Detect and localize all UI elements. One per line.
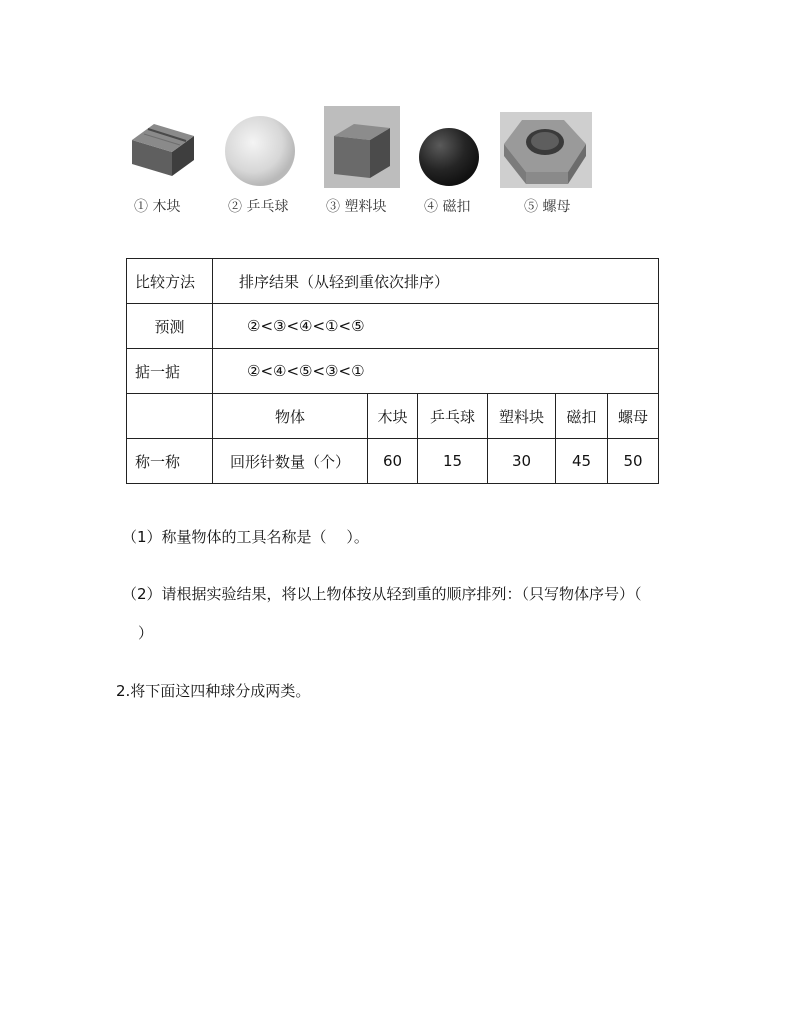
hex-nut-icon <box>500 112 592 188</box>
table-row <box>127 439 659 484</box>
question-heading-2: 2.将下面这四种球分成两类。 <box>116 682 311 700</box>
clip-count-cell: 15 <box>418 439 488 484</box>
question-2-line-1: （2）请根据实验结果，将以上物体按从轻到重的顺序排列：（只写物体序号）（ <box>122 585 642 603</box>
clip-count-label: 回形针数量（个） <box>213 439 368 484</box>
table-row <box>127 394 659 439</box>
clip-count-cell: 50 <box>608 439 659 484</box>
header-result: 排序结果（从轻到重依次排序） <box>213 259 659 304</box>
object-label-2: ② 乒乓球 <box>228 199 289 215</box>
empty-cell <box>127 394 213 439</box>
object-name-cell: 螺母 <box>608 394 659 439</box>
clip-count-cell: 45 <box>556 439 608 484</box>
table-row <box>127 259 659 304</box>
clip-count-cell: 60 <box>368 439 418 484</box>
row-label-predict: 预测 <box>127 304 213 349</box>
weigh-by-hand-order: ②<④<⑤<③<① <box>213 349 659 394</box>
object-label-1: ① 木块 <box>134 199 181 215</box>
object-name-cell: 乒乓球 <box>418 394 488 439</box>
object-label-3: ③ 塑料块 <box>326 199 387 215</box>
wood-block-icon <box>126 110 198 180</box>
header-method: 比较方法 <box>127 259 213 304</box>
object-label-5: ⑤ 螺母 <box>524 199 571 215</box>
object-photos <box>120 100 600 230</box>
object-label-4: ④ 磁扣 <box>424 199 471 215</box>
subheader-object: 物体 <box>213 394 368 439</box>
table-row <box>127 349 659 394</box>
row-label-scale: 称一称 <box>127 439 213 484</box>
object-name-cell: 塑料块 <box>488 394 556 439</box>
experiment-table <box>126 258 659 484</box>
predict-order: ②<③<④<①<⑤ <box>213 304 659 349</box>
clip-count-cell: 30 <box>488 439 556 484</box>
object-name-cell: 木块 <box>368 394 418 439</box>
object-name-cell: 磁扣 <box>556 394 608 439</box>
plastic-block-icon <box>324 106 400 188</box>
question-2-line-2: ） <box>138 624 154 642</box>
magnet-button-icon <box>417 126 481 188</box>
row-label-weigh-by-hand: 掂一掂 <box>127 349 213 394</box>
question-1: （1）称量物体的工具名称是（ ）。 <box>122 528 369 546</box>
table-row <box>127 304 659 349</box>
ping-pong-ball-icon <box>222 114 298 188</box>
